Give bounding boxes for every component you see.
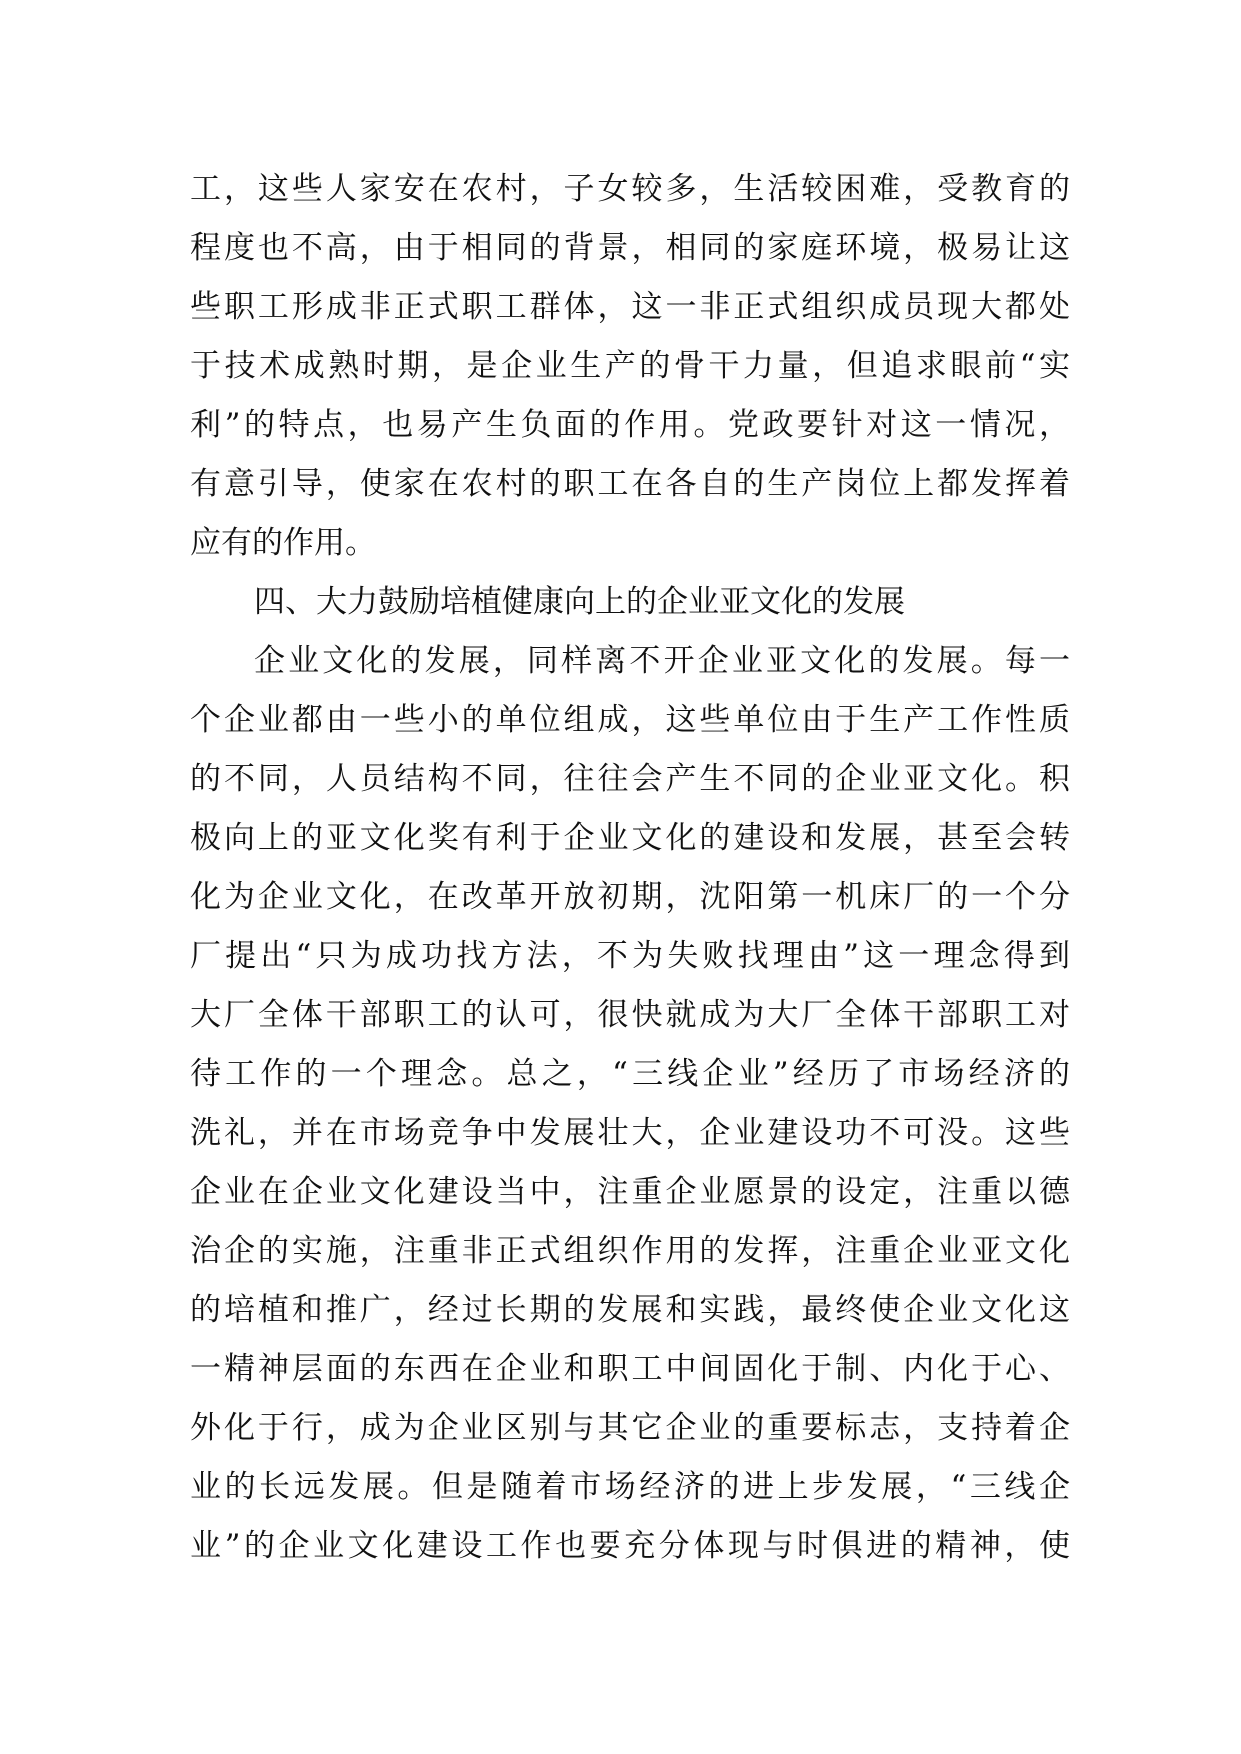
text-line: 待工作的一个理念。总之，“三线企业”经历了市场经济的 (190, 1056, 1070, 1092)
text-line: 洗礼，并在市场竞争中发展壮大，企业建设功不可没。这些 (190, 1115, 1070, 1151)
text-line: 业”的企业文化建设工作也要充分体现与时俱进的精神，使 (190, 1528, 1070, 1564)
text-line: 的不同，人员结构不同，往往会产生不同的企业亚文化。积 (190, 761, 1070, 797)
text-line: 化为企业文化，在改革开放初期，沈阳第一机床厂的一个分 (190, 879, 1070, 915)
text-line: 些职工形成非正式职工群体，这一非正式组织成员现大都处 (190, 289, 1070, 325)
text-line: 企业在企业文化建设当中，注重企业愿景的设定，注重以德 (190, 1174, 1070, 1210)
text-line: 厂提出“只为成功找方法，不为失败找理由”这一理念得到 (190, 938, 1070, 974)
section-heading: 四、大力鼓励培植健康向上的企业亚文化的发展 (254, 584, 905, 620)
text-line: 有意引导，使家在农村的职工在各自的生产岗位上都发挥着 (190, 466, 1070, 502)
text-line: 治企的实施，注重非正式组织作用的发挥，注重企业亚文化 (190, 1233, 1070, 1269)
text-line: 大厂全体干部职工的认可，很快就成为大厂全体干部职工对 (190, 997, 1070, 1033)
text-line: 极向上的亚文化奖有利于企业文化的建设和发展，甚至会转 (190, 820, 1070, 856)
text-line: 一精神层面的东西在企业和职工中间固化于制、内化于心、 (190, 1351, 1070, 1387)
text-line: 企业文化的发展，同样离不开企业亚文化的发展。每一 (254, 643, 1070, 679)
text-line: 应有的作用。 (190, 525, 376, 561)
text-line: 工，这些人家安在农村，子女较多，生活较困难，受教育的 (190, 171, 1070, 207)
text-line: 外化于行，成为企业区别与其它企业的重要标志，支持着企 (190, 1410, 1070, 1446)
text-line: 程度也不高，由于相同的背景，相同的家庭环境，极易让这 (190, 230, 1070, 266)
text-line: 于技术成熟时期，是企业生产的骨干力量，但追求眼前“实 (190, 348, 1070, 384)
text-line: 业的长远发展。但是随着市场经济的进上步发展，“三线企 (190, 1469, 1070, 1505)
text-line: 的培植和推广，经过长期的发展和实践，最终使企业文化这 (190, 1292, 1070, 1328)
text-line: 利”的特点，也易产生负面的作用。党政要针对这一情况， (190, 407, 1070, 443)
body-text (190, 160, 1070, 1576)
text-line: 个企业都由一些小的单位组成，这些单位由于生产工作性质 (190, 702, 1070, 738)
